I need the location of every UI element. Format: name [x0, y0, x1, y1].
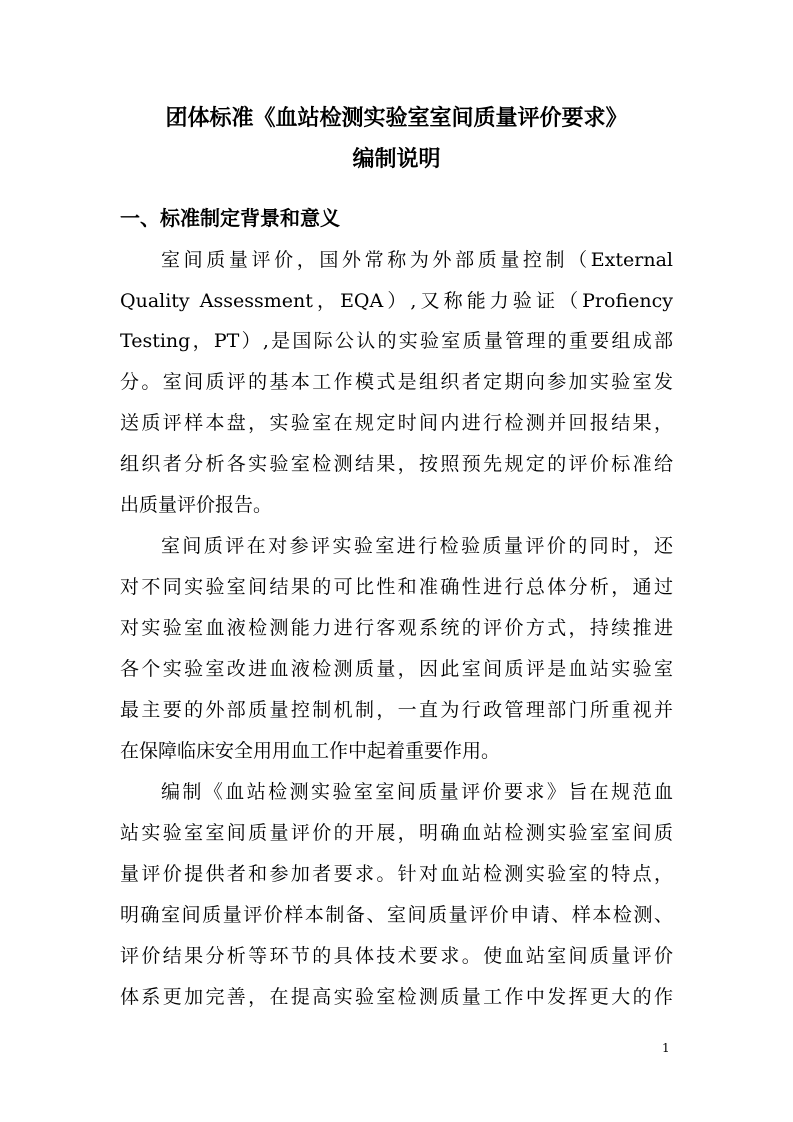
paragraph-line: 对实验室血液检测能力进行客观系统的评价方式，持续推进	[120, 617, 673, 639]
page-number: 1	[662, 1041, 670, 1055]
paragraph-line: 明确室间质量评价样本制备、室间质量评价申请、样本检测、	[120, 904, 673, 926]
paragraph-line: 量评价提供者和参加者要求。针对血站检测实验室的特点，	[120, 863, 673, 885]
paragraph-line: 送质评样本盘，实验室在规定时间内进行检测并回报结果，	[120, 412, 673, 434]
paragraph-line: 对不同实验室间结果的可比性和准确性进行总体分析，通过	[120, 576, 673, 598]
document-title: 团体标准《血站检测实验室室间质量评价要求》	[165, 106, 628, 131]
paragraph-line: 室间质量评价，国外常称为外部质量控制（External	[161, 249, 673, 271]
paragraph-line: Testing，PT）,是国际公认的实验室质量管理的重要组成部	[120, 330, 673, 352]
paragraph-line: 在保障临床安全用用血工作中起着重要作用。	[120, 740, 501, 762]
paragraph-line: 分。室间质评的基本工作模式是组织者定期向参加实验室发	[120, 371, 673, 393]
paragraph-line: Quality Assessment，EQA）,又称能力验证（Profiency	[120, 290, 673, 312]
paragraph-line: 组织者分析各实验室检测结果，按照预先规定的评价标准给	[120, 453, 673, 475]
paragraph-line: 体系更加完善，在提高实验室检测质量工作中发挥更大的作	[120, 986, 673, 1008]
document-subtitle: 编制说明	[352, 147, 441, 172]
paragraph-line: 室间质评在对参评实验室进行检验质量评价的同时，还	[161, 535, 673, 557]
paragraph-line: 各个实验室改进血液检测质量，因此室间质评是血站实验室	[120, 658, 673, 680]
paragraph-line: 出质量评价报告。	[120, 494, 273, 516]
paragraph-line: 最主要的外部质量控制机制，一直为行政管理部门所重视并	[120, 699, 673, 721]
section-heading: 一、标准制定背景和意义	[120, 206, 340, 230]
paragraph-line: 编制《血站检测实验室室间质量评价要求》旨在规范血	[161, 781, 673, 803]
paragraph-line: 站实验室室间质量评价的开展，明确血站检测实验室室间质	[120, 822, 673, 844]
paragraph-line: 评价结果分析等环节的具体技术要求。使血站室间质量评价	[120, 945, 673, 967]
